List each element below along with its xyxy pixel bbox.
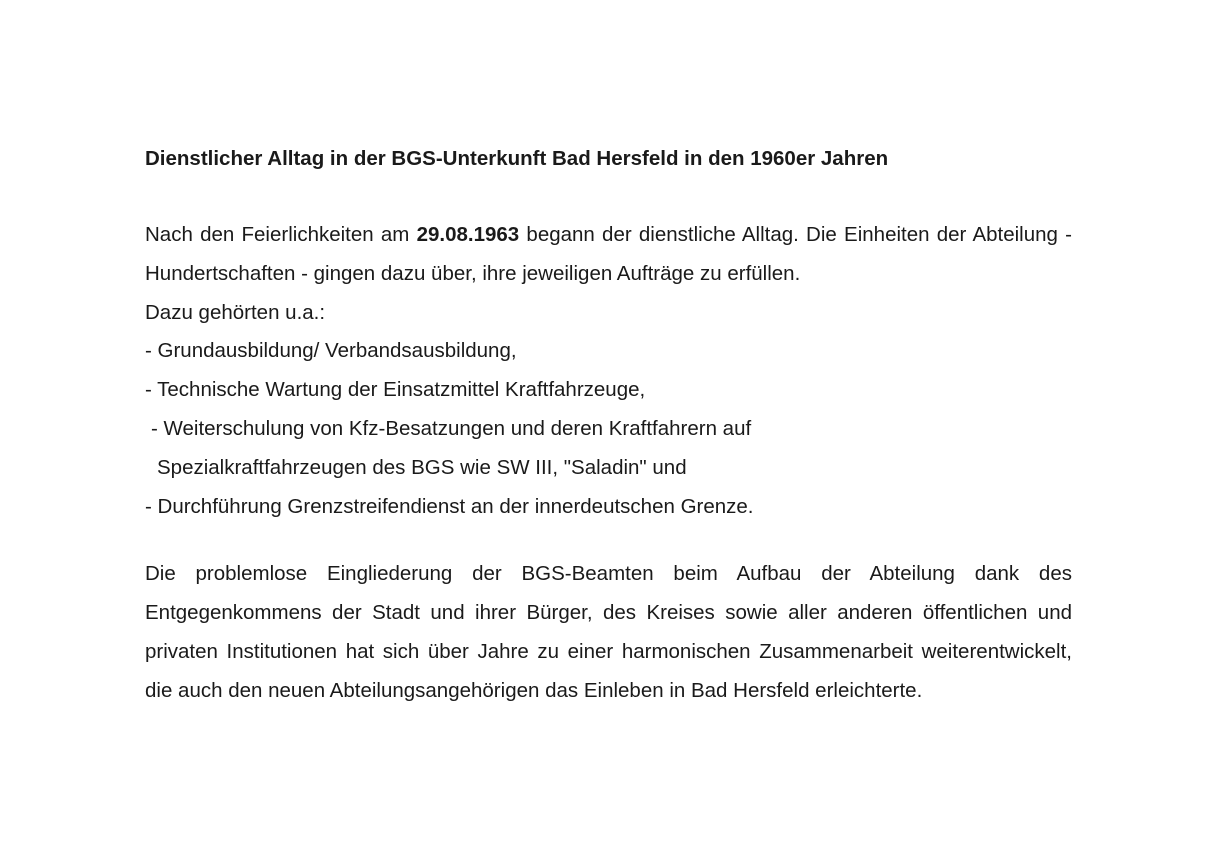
list-item: - Grundausbildung/ Verbandsausbildung, bbox=[145, 339, 517, 363]
list-intro: Dazu gehörten u.a.: bbox=[145, 300, 326, 324]
closing-paragraph: Die problemlose Eingliederung der BGS-Beamten beim Aufbau der Abteilung dank des Entgegenkommens der Stadt und ihrer Bürger, des Kreises sowie aller anderen öffentlichen und privaten Institutionen hat sich über Jahre zu einer harmonischen Zusammenarbeit weiterentwickelt, die auch den neuen Abteilungsangehörigen das Einleben in Bad Hersfeld erleichterte. bbox=[145, 562, 1072, 702]
list-item-continuation: Spezialkraftfahrzeugen des BGS wie SW III, "Saladin" und bbox=[157, 455, 687, 479]
list-item: - Durchführung Grenzstreifendienst an der innerdeutschen Grenze. bbox=[145, 494, 754, 518]
intro-text-end: begann der dienstliche Alltag. Die Einheiten der Abteilung - Hundertschaften - gingen dazu über, ihre jeweiligen Aufträge zu erfüllen. bbox=[145, 223, 1072, 285]
document-page bbox=[145, 140, 1072, 711]
intro-paragraph bbox=[145, 216, 1072, 294]
list-item: - Technische Wartung der Einsatzmittel Kraftfahrzeuge, bbox=[145, 378, 646, 402]
intro-date: 29.08.1963 bbox=[416, 223, 520, 246]
intro-text-start: Nach den Feierlichkeiten am bbox=[145, 223, 417, 246]
list-item: - Weiterschulung von Kfz-Besatzungen und deren Kraftfahrern auf bbox=[151, 416, 752, 440]
document-title: Dienstlicher Alltag in der BGS-Unterkunft Bad Hersfeld in den 1960er Jahren bbox=[145, 147, 889, 170]
paragraph-gap bbox=[145, 526, 1072, 555]
